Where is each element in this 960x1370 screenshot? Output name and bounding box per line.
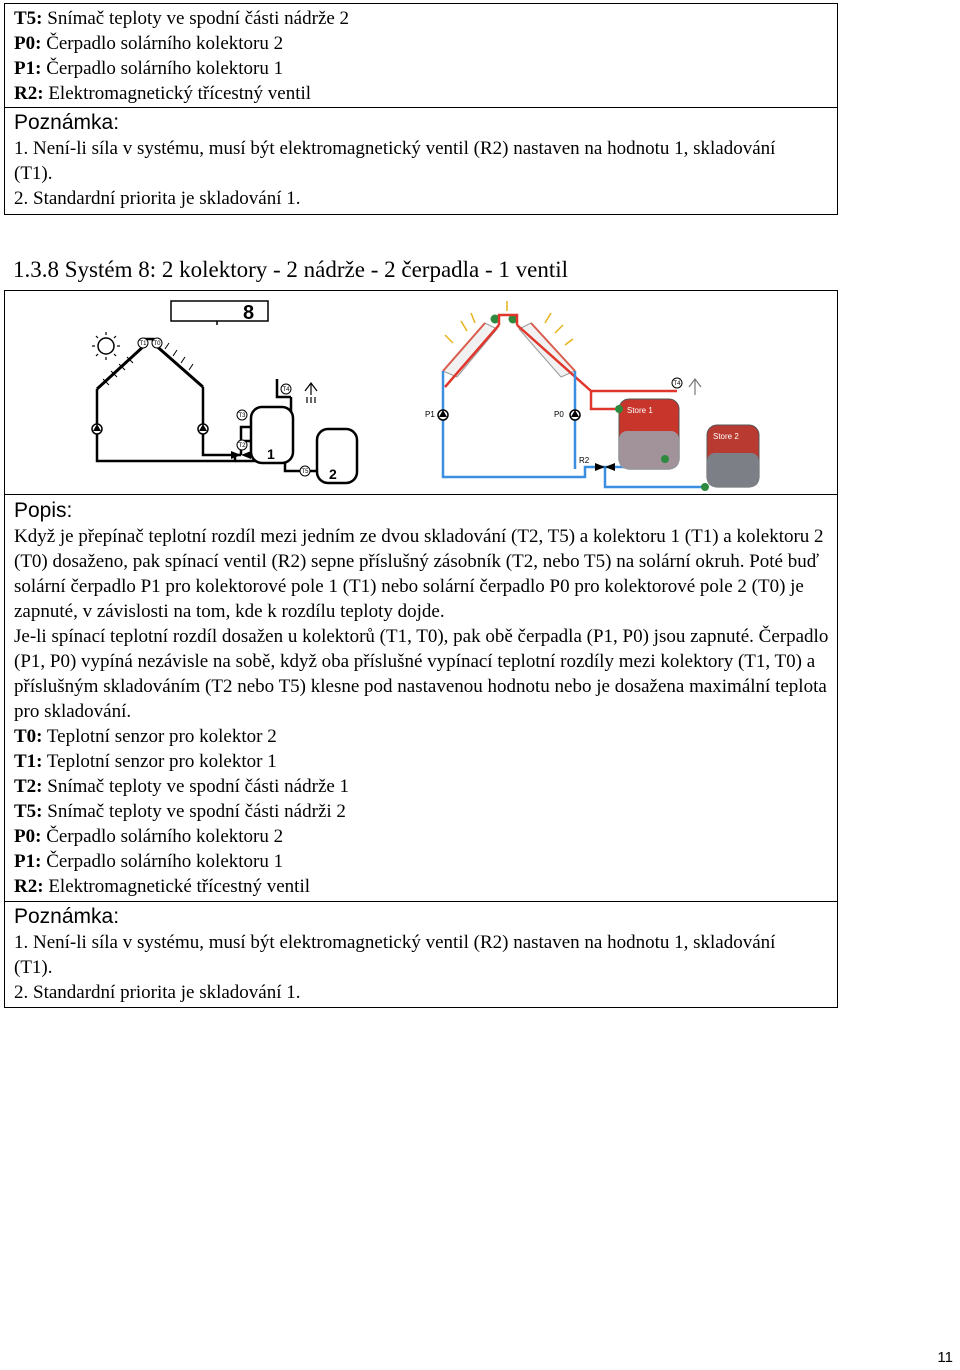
tank-2 xyxy=(317,429,357,483)
system-diagram xyxy=(5,291,837,495)
svg-text:2: 2 xyxy=(329,466,337,482)
collector-2 xyxy=(153,343,203,387)
store-1-tank xyxy=(619,399,679,469)
tap-icon xyxy=(305,383,317,403)
svg-text:T3: T3 xyxy=(238,413,246,419)
pump-icon xyxy=(198,424,208,434)
svg-text:T4: T4 xyxy=(673,381,681,387)
legend-item: P1: Čerpadlo solárního kolektoru 1 xyxy=(14,58,284,79)
legend-item: P0: Čerpadlo solárního kolektoru 2 xyxy=(14,33,284,54)
note-item: 2. Standardní priorita je skladování 1. xyxy=(14,982,301,1003)
note-block xyxy=(5,108,837,214)
collector-1-colored xyxy=(443,323,497,377)
svg-text:Store 1: Store 1 xyxy=(627,406,653,415)
note-block xyxy=(5,902,837,1007)
sensor-badge xyxy=(300,466,310,476)
sensor-badge xyxy=(237,440,247,450)
tap-icon xyxy=(689,379,701,395)
sun-rays xyxy=(445,301,573,345)
legend-item: R2: Elektromagnetický třícestný ventil xyxy=(14,83,312,104)
sensor-badge xyxy=(138,338,148,348)
description-paragraph: Když je přepínač teplotní rozdíl mezi jedním ze dvou skladování (T2, T5) a kolektoru 1 (T1) a kolektoru 2 (T0) dosaženo, pak spínací ventil (R2) sepne příslušný zásobník (T2, nebo T5) na solární okruh. Poté buď solární čerpadlo P1 pro kolektorové pole 1 (T1) nebo solární čerpadlo P0 pro kolektorové pole 2 (T0) je zapnuté, v závislosti na tom, kde k rozdílu teploty dojde. xyxy=(14,526,824,622)
pump-p1-icon xyxy=(425,410,448,420)
right-schematic xyxy=(425,301,759,491)
note-item: 2. Standardní priorita je skladování 1. xyxy=(14,188,301,209)
sensor-badge xyxy=(237,410,247,420)
legend-item: P1: Čerpadlo solárního kolektoru 1 xyxy=(14,851,284,872)
svg-text:R2: R2 xyxy=(579,456,590,465)
svg-text:T5: T5 xyxy=(301,469,309,475)
svg-text:1: 1 xyxy=(267,446,275,462)
tank-1 xyxy=(251,407,293,463)
note-heading: Poznámka: xyxy=(14,905,120,928)
pump-p0-icon xyxy=(554,410,580,420)
svg-text:T4: T4 xyxy=(282,387,290,393)
sun-icon xyxy=(92,332,120,360)
note-item: 1. Není-li síla v systému, musí být elektromagnetický ventil (R2) nastaven na hodnotu 1, skladování (T1). xyxy=(14,138,776,184)
description-block xyxy=(5,495,837,902)
note-heading: Poznámka: xyxy=(14,111,120,134)
legend-item: T0: Teplotní senzor pro kolektor 2 xyxy=(14,726,277,747)
legend-item: R2: Elektromagnetické třícestný ventil xyxy=(14,876,310,897)
legend-item: T5: Snímač teploty ve spodní části nádrže 2 xyxy=(14,8,350,29)
sensor-badge xyxy=(152,338,162,348)
svg-text:T2: T2 xyxy=(238,443,246,449)
description-heading: Popis: xyxy=(14,499,73,522)
sensor-badge xyxy=(281,384,291,394)
svg-text:T0: T0 xyxy=(153,341,161,347)
legend-item: P0: Čerpadlo solárního kolektoru 2 xyxy=(14,826,284,847)
svg-text:P0: P0 xyxy=(554,410,564,419)
sensor-legend xyxy=(5,4,837,108)
display-value: 8 xyxy=(243,302,255,324)
store-2-tank xyxy=(707,425,759,487)
system-8-box xyxy=(4,290,838,1008)
left-schematic xyxy=(92,301,357,483)
svg-text:P1: P1 xyxy=(425,410,435,419)
previous-section-box xyxy=(4,3,838,215)
legend-item: T2: Snímač teploty ve spodní části nádrže 1 xyxy=(14,776,350,797)
note-item: 1. Není-li síla v systému, musí být elektromagnetický ventil (R2) nastaven na hodnotu 1, skladování (T1). xyxy=(14,932,776,978)
legend-item: T5: Snímač teploty ve spodní části nádrži 2 xyxy=(14,801,346,822)
svg-text:Store 2: Store 2 xyxy=(713,432,739,441)
system-schematic xyxy=(5,291,837,494)
legend-item: T1: Teplotní senzor pro kolektor 1 xyxy=(14,751,277,772)
description-paragraph: Je-li spínací teplotní rozdíl dosažen u kolektorů (T1, T0), pak obě čerpadla (P1, P0) jsou zapnuté. Čerpadlo (P1, P0) vypíná nezávisle na sobě, když oba příslušné vypínací teplotní rozdíly mezi kolektory (T1, T0) a příslušným skladováním (T2 nebo T5) klesne pod nastavenou hodnotu nebo je dosažena maximální teplota pro skladování. xyxy=(14,626,829,722)
svg-text:T1: T1 xyxy=(139,341,147,347)
section-title: 1.3.8 Systém 8: 2 kolektory - 2 nádrže - 2 čerpadla - 1 ventil xyxy=(13,257,569,282)
page-number: 11 xyxy=(937,1349,953,1366)
pump-icon xyxy=(92,424,102,434)
